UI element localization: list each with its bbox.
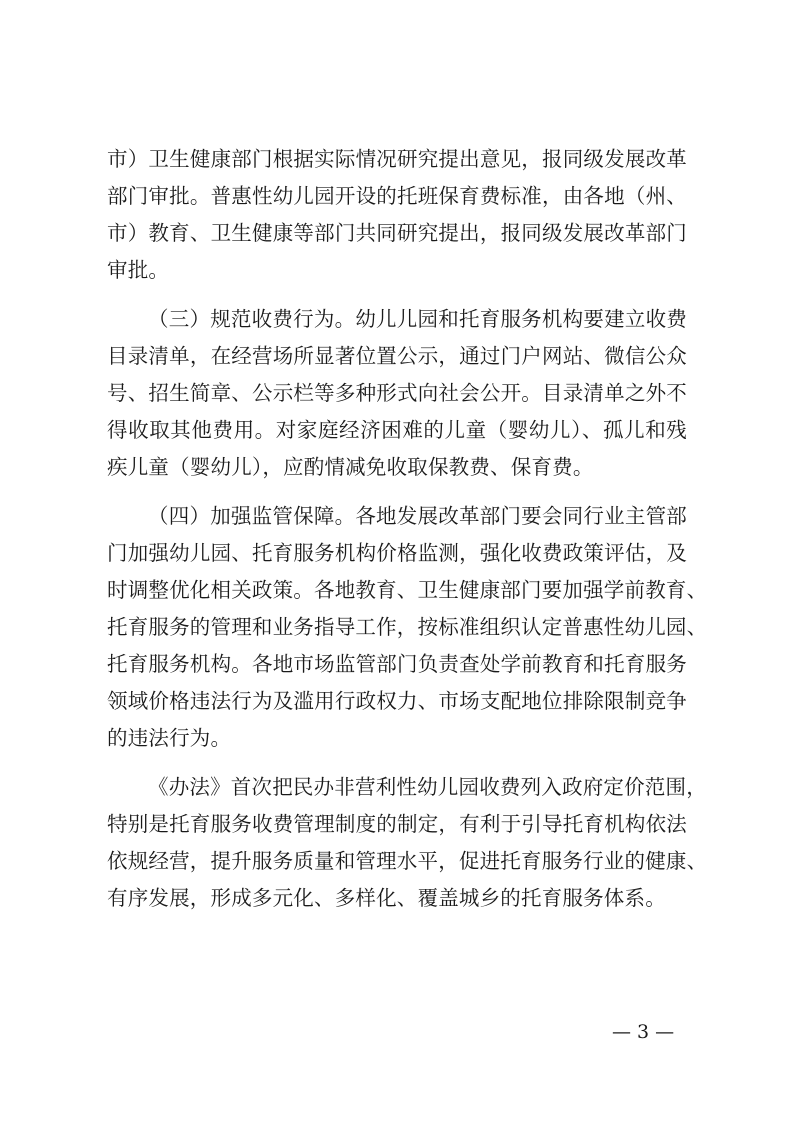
text-line: 疾儿童（婴幼儿），应酌情减免收取保教费、保育费。 — [107, 455, 594, 479]
paragraph-gap — [107, 757, 687, 769]
text-line: 托育服务机构。各地市场监管部门负责查处学前教育和托育服务 — [107, 652, 687, 676]
paragraph — [107, 141, 687, 289]
text-line: 依规经营，提升服务质量和管理水平，促进托育服务行业的健康、 — [107, 849, 708, 873]
text-line: 托育服务的管理和业务指导工作，按标准组织认定普惠性幼儿园、 — [107, 615, 708, 639]
text-line: 目录清单，在经营场所显著位置公示，通过门户网站、微信公众 — [107, 344, 687, 368]
text-line: 《办法》首次把民办非营利性幼儿园收费列入政府定价范围， — [148, 775, 707, 799]
text-line: 市）卫生健康部门根据实际情况研究提出意见，报同级发展改革 — [107, 147, 687, 171]
text-line: 门加强幼儿园、托育服务机构价格监测，强化收费政策评估，及 — [107, 541, 687, 565]
text-line: 时调整优化相关政策。各地教育、卫生健康部门要加强学前教育、 — [107, 578, 708, 602]
paragraph-gap — [107, 289, 687, 301]
text-line: 得收取其他费用。对家庭经济困难的儿童（婴幼儿）、孤儿和残 — [107, 418, 687, 442]
text-line: 市）教育、卫生健康等部门共同研究提出，报同级发展改革部门 — [107, 221, 687, 245]
text-line: 号、招生简章、公示栏等多种形式向社会公开。目录清单之外不 — [107, 381, 687, 405]
document-body — [107, 141, 708, 917]
paragraph — [107, 498, 708, 757]
text-line: 审批。 — [107, 258, 170, 282]
text-line: （三）规范收费行为。幼儿儿园和托育服务机构要建立收费 — [148, 307, 687, 331]
text-line: 特别是托育服务收费管理制度的制定，有利于引导托育机构依法 — [107, 812, 687, 836]
text-line: 领域价格违法行为及滥用行政权力、市场支配地位排除限制竞争 — [107, 689, 687, 713]
paragraph — [107, 301, 687, 486]
paragraph-gap — [107, 486, 687, 498]
text-line: （四）加强监管保障。各地发展改革部门要会同行业主管部 — [148, 504, 687, 528]
page-number: — 3 — — [612, 1021, 675, 1043]
text-line: 部门审批。普惠性幼儿园开设的托班保育费标准，由各地（州、 — [107, 184, 687, 208]
text-line: 的违法行为。 — [107, 726, 232, 750]
paragraph — [107, 769, 708, 917]
text-line: 有序发展，形成多元化、多样化、覆盖城乡的托育服务体系。 — [107, 886, 666, 910]
